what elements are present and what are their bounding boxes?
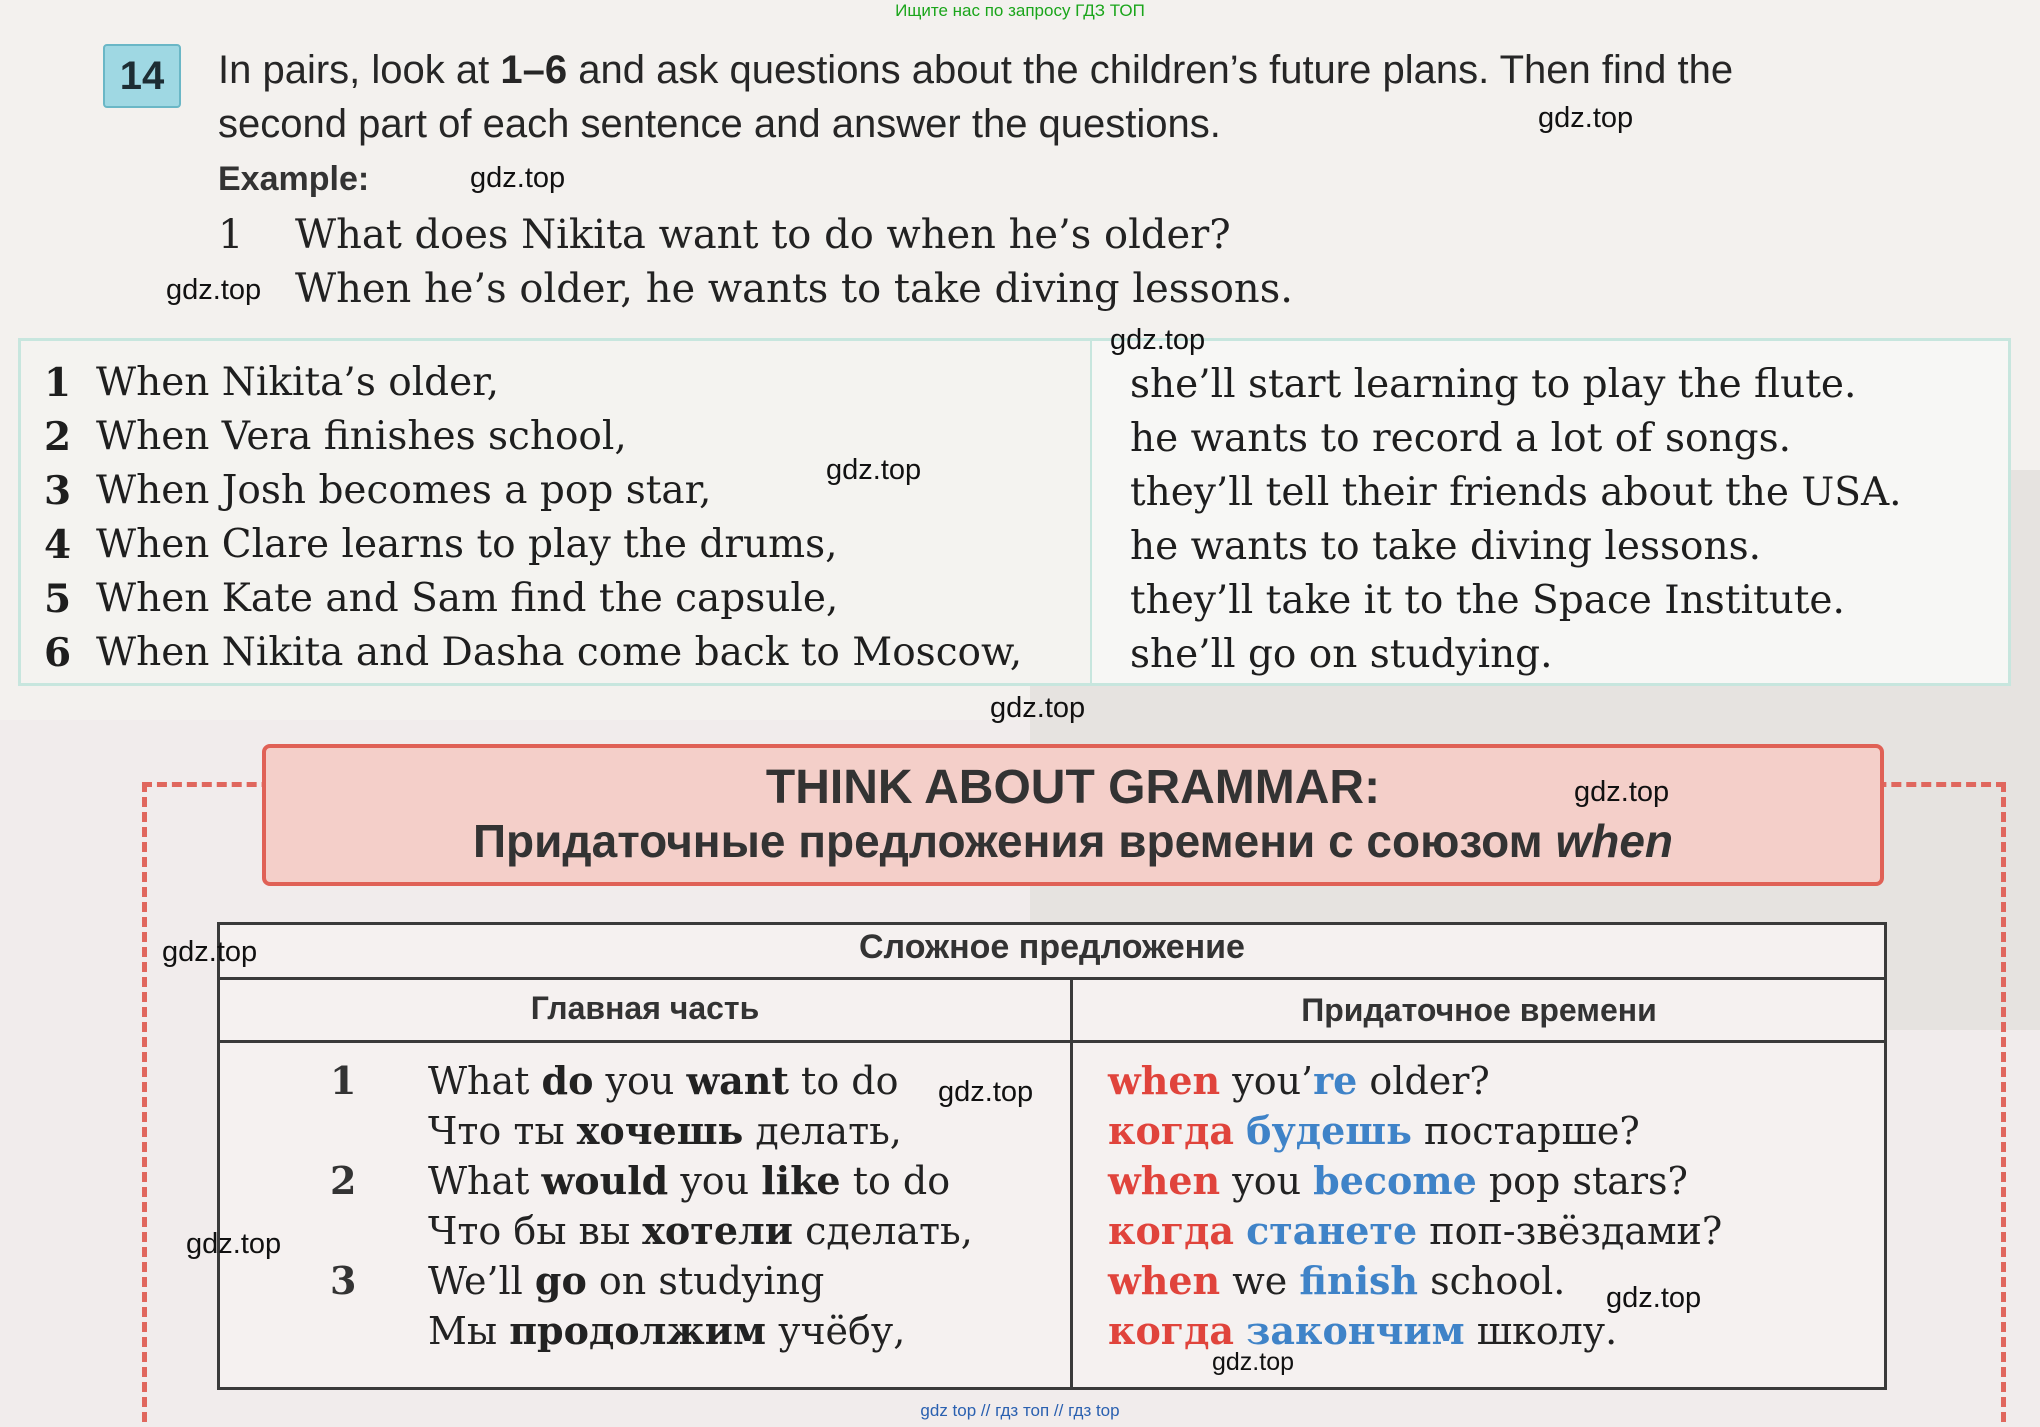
table-main-ru: Мы продолжим учёбу, bbox=[428, 1308, 906, 1353]
watermark: gdz.top bbox=[1538, 102, 1634, 134]
watermark: gdz.top bbox=[938, 1076, 1034, 1108]
match-left-item: When Kate and Sam find the capsule, bbox=[96, 576, 839, 621]
table-sub-ru: когда станете поп-звёздами? bbox=[1108, 1208, 1723, 1253]
grammar-subtitle bbox=[262, 814, 1884, 868]
table-sub-en: when you become pop stars? bbox=[1108, 1158, 1688, 1203]
watermark: gdz.top bbox=[1574, 776, 1670, 808]
top-banner[interactable]: Ищите нас по запросу ГДЗ ТОП bbox=[895, 1, 1145, 20]
watermark: gdz.top bbox=[1110, 324, 1206, 356]
table-main-en: What would you like to do bbox=[428, 1158, 951, 1203]
match-left-number: 6 bbox=[44, 630, 72, 676]
grammar-subtitle-text: Придаточные предложения времени с союзом bbox=[472, 815, 1543, 867]
match-right-item: he wants to take diving lessons. bbox=[1130, 524, 1762, 569]
match-left-number: 3 bbox=[44, 468, 72, 514]
table-column-divider bbox=[1070, 979, 1073, 1390]
grammar-subtitle-keyword: when bbox=[1555, 815, 1673, 867]
table-sub-ru: когда будешь постарше? bbox=[1108, 1108, 1640, 1153]
match-left-number: 1 bbox=[44, 360, 72, 406]
match-right-item: she’ll go on studying. bbox=[1130, 632, 1553, 677]
matching-divider bbox=[1090, 341, 1092, 683]
example-answer: When he’s older, he wants to take diving lessons. bbox=[295, 266, 1293, 312]
table-main-en: What do you want to do bbox=[428, 1058, 899, 1103]
table-row-number: 2 bbox=[330, 1158, 357, 1203]
match-left-item: When Nikita and Dasha come back to Moscow, bbox=[96, 630, 1023, 675]
watermark: gdz.top bbox=[162, 936, 258, 968]
table-header-divider bbox=[217, 1040, 1887, 1043]
match-right-item: they’ll take it to the Space Institute. bbox=[1130, 578, 1845, 623]
grammar-title: THINK ABOUT GRAMMAR: bbox=[765, 761, 1381, 814]
match-left-item: When Clare learns to play the drums, bbox=[96, 522, 838, 567]
table-main-en: We’ll go on studying bbox=[428, 1258, 825, 1303]
table-header-time-clause: Придаточное времени bbox=[1301, 992, 1657, 1028]
exercise-number-badge: 14 bbox=[103, 44, 181, 108]
table-header-complex-sentence: Сложное предложение bbox=[859, 928, 1245, 966]
watermark: gdz.top bbox=[1606, 1282, 1702, 1314]
table-header-main-clause: Главная часть bbox=[530, 990, 760, 1026]
table-row-number: 1 bbox=[330, 1058, 357, 1103]
table-sub-en: when we finish school. bbox=[1108, 1258, 1566, 1303]
match-right-item: he wants to record a lot of songs. bbox=[1130, 416, 1792, 461]
table-sub-ru: когда закончим школу. bbox=[1108, 1308, 1618, 1353]
instruction-text: In pairs, look at bbox=[218, 48, 501, 92]
example-question: What does Nikita want to do when he’s older? bbox=[295, 212, 1231, 258]
table-sub-en: when you’re older? bbox=[1108, 1058, 1490, 1103]
watermark: gdz.top bbox=[1212, 1348, 1295, 1376]
watermark: gdz.top bbox=[186, 1228, 282, 1260]
watermark: gdz.top bbox=[470, 162, 566, 194]
match-left-number: 4 bbox=[44, 522, 72, 568]
instruction-line-1 bbox=[218, 48, 1733, 93]
watermark: gdz.top bbox=[990, 692, 1086, 724]
table-main-ru: Что бы вы хотели сделать, bbox=[428, 1208, 973, 1253]
match-left-number: 2 bbox=[44, 414, 72, 460]
example-number: 1 bbox=[218, 212, 244, 258]
footer-links[interactable]: gdz top // гдз топ // гдз top bbox=[920, 1401, 1120, 1420]
instruction-text: and ask questions about the children’s future plans. Then find the bbox=[567, 48, 1734, 92]
match-left-item: When Josh becomes a pop star, bbox=[96, 468, 712, 513]
table-row-number: 3 bbox=[330, 1258, 357, 1303]
table-main-ru: Что ты хочешь делать, bbox=[428, 1108, 902, 1153]
watermark: gdz.top bbox=[826, 454, 922, 486]
match-left-number: 5 bbox=[44, 576, 72, 622]
match-left-item: When Vera finishes school, bbox=[96, 414, 627, 459]
instruction-range: 1–6 bbox=[500, 48, 568, 92]
match-right-item: she’ll start learning to play the flute. bbox=[1130, 362, 1857, 407]
match-right-item: they’ll tell their friends about the USA. bbox=[1130, 470, 1902, 515]
watermark: gdz.top bbox=[166, 274, 262, 306]
match-left-item: When Nikita’s older, bbox=[96, 360, 499, 405]
table-header-divider bbox=[217, 977, 1887, 980]
example-label: Example: bbox=[218, 160, 370, 198]
instruction-line-2: second part of each sentence and answer the questions. bbox=[218, 102, 1221, 146]
